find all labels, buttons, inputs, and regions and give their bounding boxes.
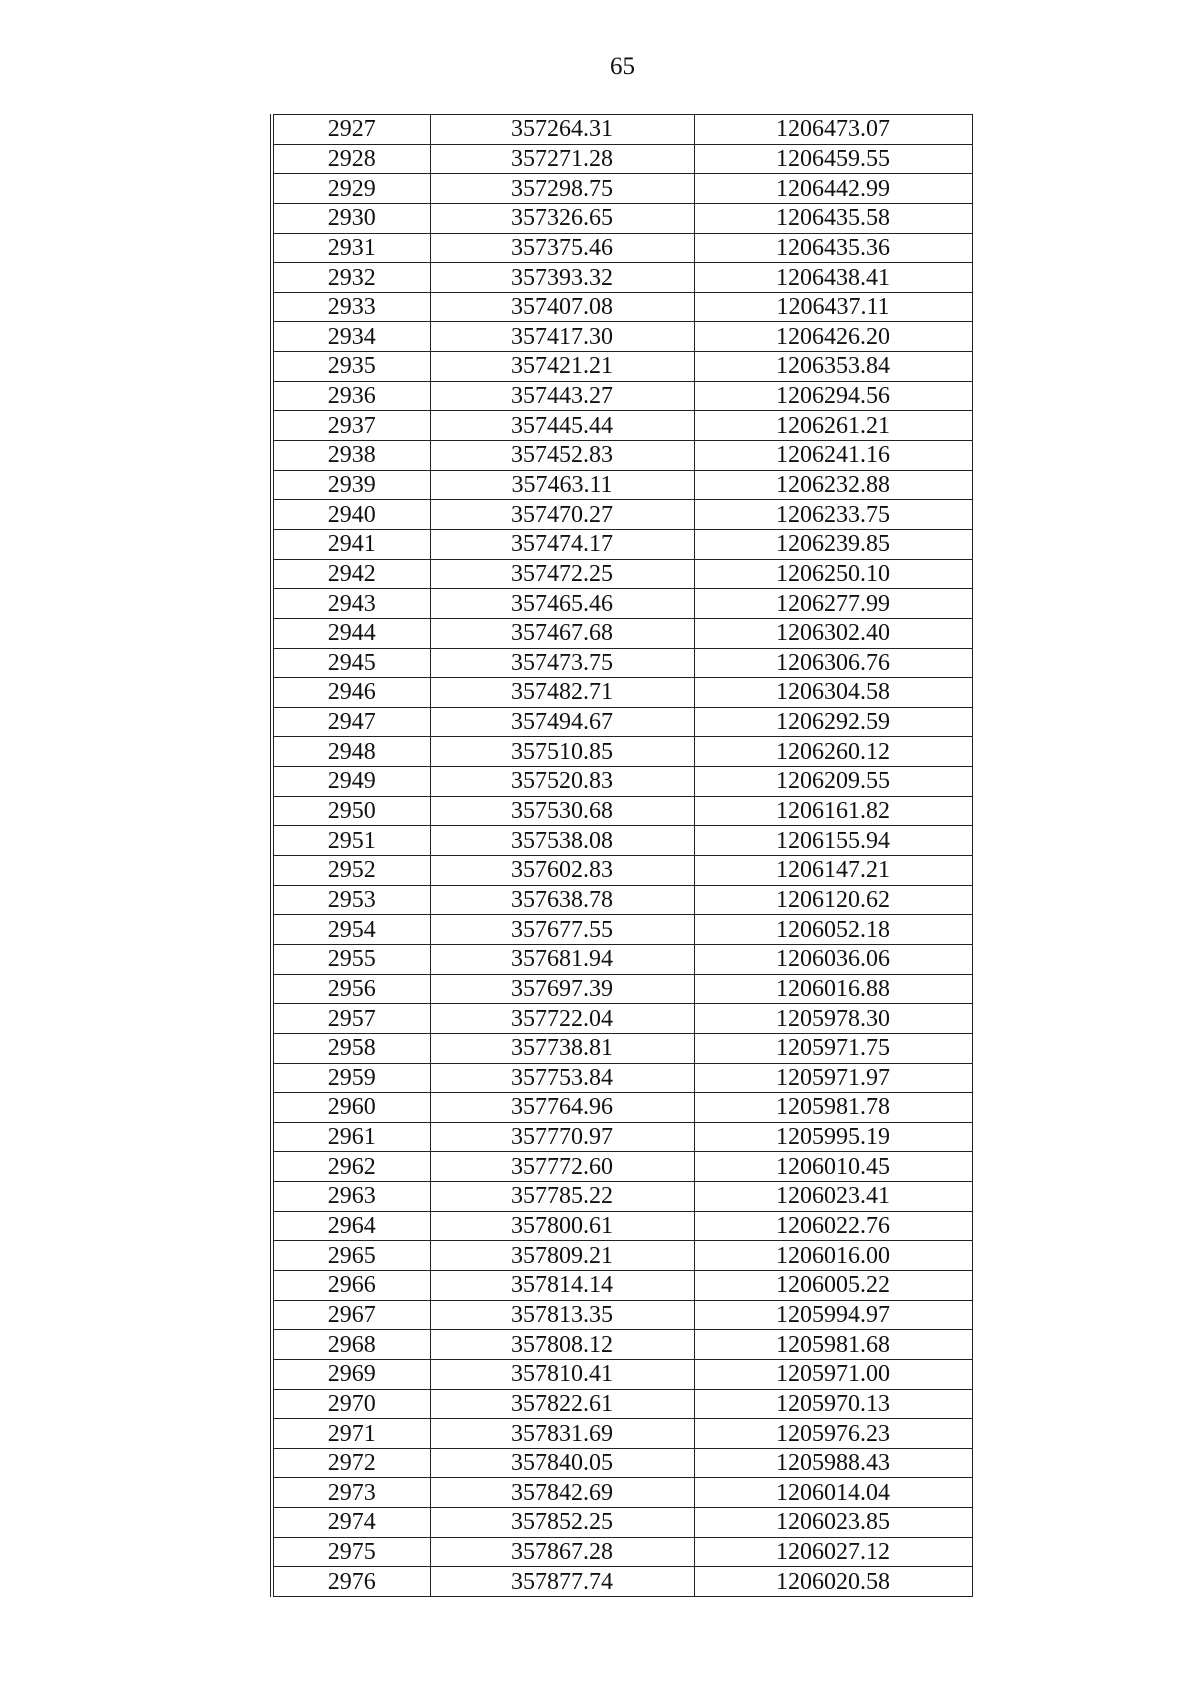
y-coordinate-cell: 1206435.58: [694, 203, 972, 233]
y-coordinate-cell: 1206473.07: [694, 115, 972, 145]
x-coordinate-cell: 357510.85: [430, 737, 694, 767]
x-coordinate-cell: 357677.55: [430, 915, 694, 945]
table-row: [272, 1537, 972, 1567]
point-number-cell: 2965: [272, 1241, 430, 1271]
x-coordinate-cell: 357813.35: [430, 1300, 694, 1330]
y-coordinate-cell: 1206261.21: [694, 411, 972, 441]
y-coordinate-cell: 1206437.11: [694, 292, 972, 322]
x-coordinate-cell: 357840.05: [430, 1448, 694, 1478]
x-coordinate-cell: 357808.12: [430, 1330, 694, 1360]
y-coordinate-cell: 1205971.75: [694, 1033, 972, 1063]
x-coordinate-cell: 357852.25: [430, 1508, 694, 1538]
table-row: [272, 796, 972, 826]
y-coordinate-cell: 1206020.58: [694, 1567, 972, 1597]
table-row: [272, 559, 972, 589]
x-coordinate-cell: 357494.67: [430, 707, 694, 737]
x-coordinate-cell: 357465.46: [430, 589, 694, 619]
point-number-cell: 2932: [272, 263, 430, 293]
y-coordinate-cell: 1205995.19: [694, 1122, 972, 1152]
x-coordinate-cell: 357764.96: [430, 1093, 694, 1123]
point-number-cell: 2935: [272, 352, 430, 382]
table-row: [272, 203, 972, 233]
y-coordinate-cell: 1206241.16: [694, 441, 972, 471]
x-coordinate-cell: 357417.30: [430, 322, 694, 352]
y-coordinate-cell: 1206161.82: [694, 796, 972, 826]
y-coordinate-cell: 1206120.62: [694, 885, 972, 915]
table-row: [272, 1241, 972, 1271]
x-coordinate-cell: 357810.41: [430, 1359, 694, 1389]
point-number-cell: 2949: [272, 767, 430, 797]
table-row: [272, 1182, 972, 1212]
x-coordinate-cell: 357809.21: [430, 1241, 694, 1271]
point-number-cell: 2960: [272, 1093, 430, 1123]
x-coordinate-cell: 357375.46: [430, 233, 694, 263]
y-coordinate-cell: 1206250.10: [694, 559, 972, 589]
y-coordinate-cell: 1206459.55: [694, 144, 972, 174]
y-coordinate-cell: 1206010.45: [694, 1152, 972, 1182]
x-coordinate-cell: 357867.28: [430, 1537, 694, 1567]
x-coordinate-cell: 357298.75: [430, 174, 694, 204]
table-row: [272, 174, 972, 204]
point-number-cell: 2963: [272, 1182, 430, 1212]
point-number-cell: 2952: [272, 856, 430, 886]
y-coordinate-cell: 1205994.97: [694, 1300, 972, 1330]
table-row: [272, 529, 972, 559]
table-row: [272, 1330, 972, 1360]
x-coordinate-cell: 357264.31: [430, 115, 694, 145]
y-coordinate-cell: 1206302.40: [694, 618, 972, 648]
table-row: [272, 678, 972, 708]
point-number-cell: 2971: [272, 1419, 430, 1449]
point-number-cell: 2954: [272, 915, 430, 945]
point-number-cell: 2976: [272, 1567, 430, 1597]
table-row: [272, 648, 972, 678]
point-number-cell: 2939: [272, 470, 430, 500]
point-number-cell: 2956: [272, 974, 430, 1004]
x-coordinate-cell: 357421.21: [430, 352, 694, 382]
x-coordinate-cell: 357722.04: [430, 1004, 694, 1034]
y-coordinate-cell: 1206016.00: [694, 1241, 972, 1271]
table-row: [272, 915, 972, 945]
table-row: [272, 470, 972, 500]
table-row: [272, 885, 972, 915]
point-number-cell: 2941: [272, 529, 430, 559]
table-row: [272, 1211, 972, 1241]
table-row: [272, 974, 972, 1004]
point-number-cell: 2957: [272, 1004, 430, 1034]
table-row: [272, 589, 972, 619]
table-row: [272, 1033, 972, 1063]
y-coordinate-cell: 1206353.84: [694, 352, 972, 382]
table-row: [272, 1478, 972, 1508]
x-coordinate-cell: 357822.61: [430, 1389, 694, 1419]
y-coordinate-cell: 1205978.30: [694, 1004, 972, 1034]
table-row: [272, 1063, 972, 1093]
y-coordinate-cell: 1206233.75: [694, 500, 972, 530]
y-coordinate-cell: 1206426.20: [694, 322, 972, 352]
x-coordinate-cell: 357463.11: [430, 470, 694, 500]
y-coordinate-cell: 1205981.78: [694, 1093, 972, 1123]
y-coordinate-cell: 1206147.21: [694, 856, 972, 886]
x-coordinate-cell: 357482.71: [430, 678, 694, 708]
point-number-cell: 2953: [272, 885, 430, 915]
x-coordinate-cell: 357474.17: [430, 529, 694, 559]
table-row: [272, 1004, 972, 1034]
table-row: [272, 737, 972, 767]
x-coordinate-cell: 357326.65: [430, 203, 694, 233]
y-coordinate-cell: 1206005.22: [694, 1270, 972, 1300]
point-number-cell: 2937: [272, 411, 430, 441]
x-coordinate-cell: 357393.32: [430, 263, 694, 293]
y-coordinate-cell: 1206232.88: [694, 470, 972, 500]
table-row: [272, 322, 972, 352]
y-coordinate-cell: 1206292.59: [694, 707, 972, 737]
y-coordinate-cell: 1206052.18: [694, 915, 972, 945]
x-coordinate-cell: 357638.78: [430, 885, 694, 915]
x-coordinate-cell: 357800.61: [430, 1211, 694, 1241]
table-row: [272, 1122, 972, 1152]
table-row: [272, 707, 972, 737]
point-number-cell: 2934: [272, 322, 430, 352]
point-number-cell: 2955: [272, 944, 430, 974]
y-coordinate-cell: 1206014.04: [694, 1478, 972, 1508]
x-coordinate-cell: 357271.28: [430, 144, 694, 174]
x-coordinate-cell: 357472.25: [430, 559, 694, 589]
coordinates-table: [270, 114, 973, 1597]
y-coordinate-cell: 1206438.41: [694, 263, 972, 293]
y-coordinate-cell: 1206435.36: [694, 233, 972, 263]
point-number-cell: 2933: [272, 292, 430, 322]
y-coordinate-cell: 1206155.94: [694, 826, 972, 856]
point-number-cell: 2972: [272, 1448, 430, 1478]
point-number-cell: 2945: [272, 648, 430, 678]
y-coordinate-cell: 1205976.23: [694, 1419, 972, 1449]
point-number-cell: 2961: [272, 1122, 430, 1152]
table-row: [272, 944, 972, 974]
x-coordinate-cell: 357697.39: [430, 974, 694, 1004]
y-coordinate-cell: 1206023.85: [694, 1508, 972, 1538]
x-coordinate-cell: 357407.08: [430, 292, 694, 322]
point-number-cell: 2940: [272, 500, 430, 530]
table-row: [272, 115, 972, 145]
x-coordinate-cell: 357770.97: [430, 1122, 694, 1152]
table-row: [272, 1300, 972, 1330]
point-number-cell: 2930: [272, 203, 430, 233]
point-number-cell: 2970: [272, 1389, 430, 1419]
point-number-cell: 2943: [272, 589, 430, 619]
y-coordinate-cell: 1205971.00: [694, 1359, 972, 1389]
y-coordinate-cell: 1206022.76: [694, 1211, 972, 1241]
table-row: [272, 411, 972, 441]
point-number-cell: 2966: [272, 1270, 430, 1300]
y-coordinate-cell: 1206036.06: [694, 944, 972, 974]
table-row: [272, 1419, 972, 1449]
table-row: [272, 1093, 972, 1123]
x-coordinate-cell: 357470.27: [430, 500, 694, 530]
table-row: [272, 856, 972, 886]
y-coordinate-cell: 1206304.58: [694, 678, 972, 708]
table-row: [272, 1567, 972, 1597]
x-coordinate-cell: 357842.69: [430, 1478, 694, 1508]
y-coordinate-cell: 1205970.13: [694, 1389, 972, 1419]
page-number: 65: [610, 53, 635, 80]
x-coordinate-cell: 357445.44: [430, 411, 694, 441]
x-coordinate-cell: 357530.68: [430, 796, 694, 826]
point-number-cell: 2948: [272, 737, 430, 767]
y-coordinate-cell: 1206023.41: [694, 1182, 972, 1212]
table-row: [272, 1270, 972, 1300]
point-number-cell: 2946: [272, 678, 430, 708]
x-coordinate-cell: 357473.75: [430, 648, 694, 678]
table-row: [272, 1508, 972, 1538]
x-coordinate-cell: 357452.83: [430, 441, 694, 471]
point-number-cell: 2951: [272, 826, 430, 856]
table-row: [272, 441, 972, 471]
point-number-cell: 2958: [272, 1033, 430, 1063]
point-number-cell: 2975: [272, 1537, 430, 1567]
table-row: [272, 1448, 972, 1478]
point-number-cell: 2969: [272, 1359, 430, 1389]
point-number-cell: 2942: [272, 559, 430, 589]
x-coordinate-cell: 357772.60: [430, 1152, 694, 1182]
table-row: [272, 292, 972, 322]
point-number-cell: 2944: [272, 618, 430, 648]
point-number-cell: 2931: [272, 233, 430, 263]
y-coordinate-cell: 1205971.97: [694, 1063, 972, 1093]
x-coordinate-cell: 357877.74: [430, 1567, 694, 1597]
x-coordinate-cell: 357602.83: [430, 856, 694, 886]
x-coordinate-cell: 357814.14: [430, 1270, 694, 1300]
table-row: [272, 500, 972, 530]
y-coordinate-cell: 1206027.12: [694, 1537, 972, 1567]
point-number-cell: 2968: [272, 1330, 430, 1360]
point-number-cell: 2928: [272, 144, 430, 174]
x-coordinate-cell: 357467.68: [430, 618, 694, 648]
table-row: [272, 826, 972, 856]
point-number-cell: 2929: [272, 174, 430, 204]
x-coordinate-cell: 357738.81: [430, 1033, 694, 1063]
y-coordinate-cell: 1206294.56: [694, 381, 972, 411]
y-coordinate-cell: 1206209.55: [694, 767, 972, 797]
table-row: [272, 767, 972, 797]
y-coordinate-cell: 1206306.76: [694, 648, 972, 678]
table-row: [272, 233, 972, 263]
x-coordinate-cell: 357538.08: [430, 826, 694, 856]
point-number-cell: 2973: [272, 1478, 430, 1508]
table-row: [272, 1152, 972, 1182]
x-coordinate-cell: 357443.27: [430, 381, 694, 411]
table-row: [272, 263, 972, 293]
x-coordinate-cell: 357520.83: [430, 767, 694, 797]
x-coordinate-cell: 357785.22: [430, 1182, 694, 1212]
y-coordinate-cell: 1205981.68: [694, 1330, 972, 1360]
table-row: [272, 352, 972, 382]
point-number-cell: 2936: [272, 381, 430, 411]
x-coordinate-cell: 357831.69: [430, 1419, 694, 1449]
point-number-cell: 2959: [272, 1063, 430, 1093]
point-number-cell: 2938: [272, 441, 430, 471]
point-number-cell: 2974: [272, 1508, 430, 1538]
y-coordinate-cell: 1206442.99: [694, 174, 972, 204]
point-number-cell: 2950: [272, 796, 430, 826]
y-coordinate-cell: 1206277.99: [694, 589, 972, 619]
point-number-cell: 2964: [272, 1211, 430, 1241]
y-coordinate-cell: 1206239.85: [694, 529, 972, 559]
coordinates-table-body: [272, 115, 972, 1597]
y-coordinate-cell: 1206260.12: [694, 737, 972, 767]
point-number-cell: 2962: [272, 1152, 430, 1182]
y-coordinate-cell: 1206016.88: [694, 974, 972, 1004]
coordinates-table-container: [270, 114, 973, 1597]
x-coordinate-cell: 357681.94: [430, 944, 694, 974]
table-row: [272, 381, 972, 411]
table-row: [272, 618, 972, 648]
point-number-cell: 2927: [272, 115, 430, 145]
table-row: [272, 1389, 972, 1419]
point-number-cell: 2967: [272, 1300, 430, 1330]
point-number-cell: 2947: [272, 707, 430, 737]
table-row: [272, 1359, 972, 1389]
x-coordinate-cell: 357753.84: [430, 1063, 694, 1093]
table-row: [272, 144, 972, 174]
y-coordinate-cell: 1205988.43: [694, 1448, 972, 1478]
